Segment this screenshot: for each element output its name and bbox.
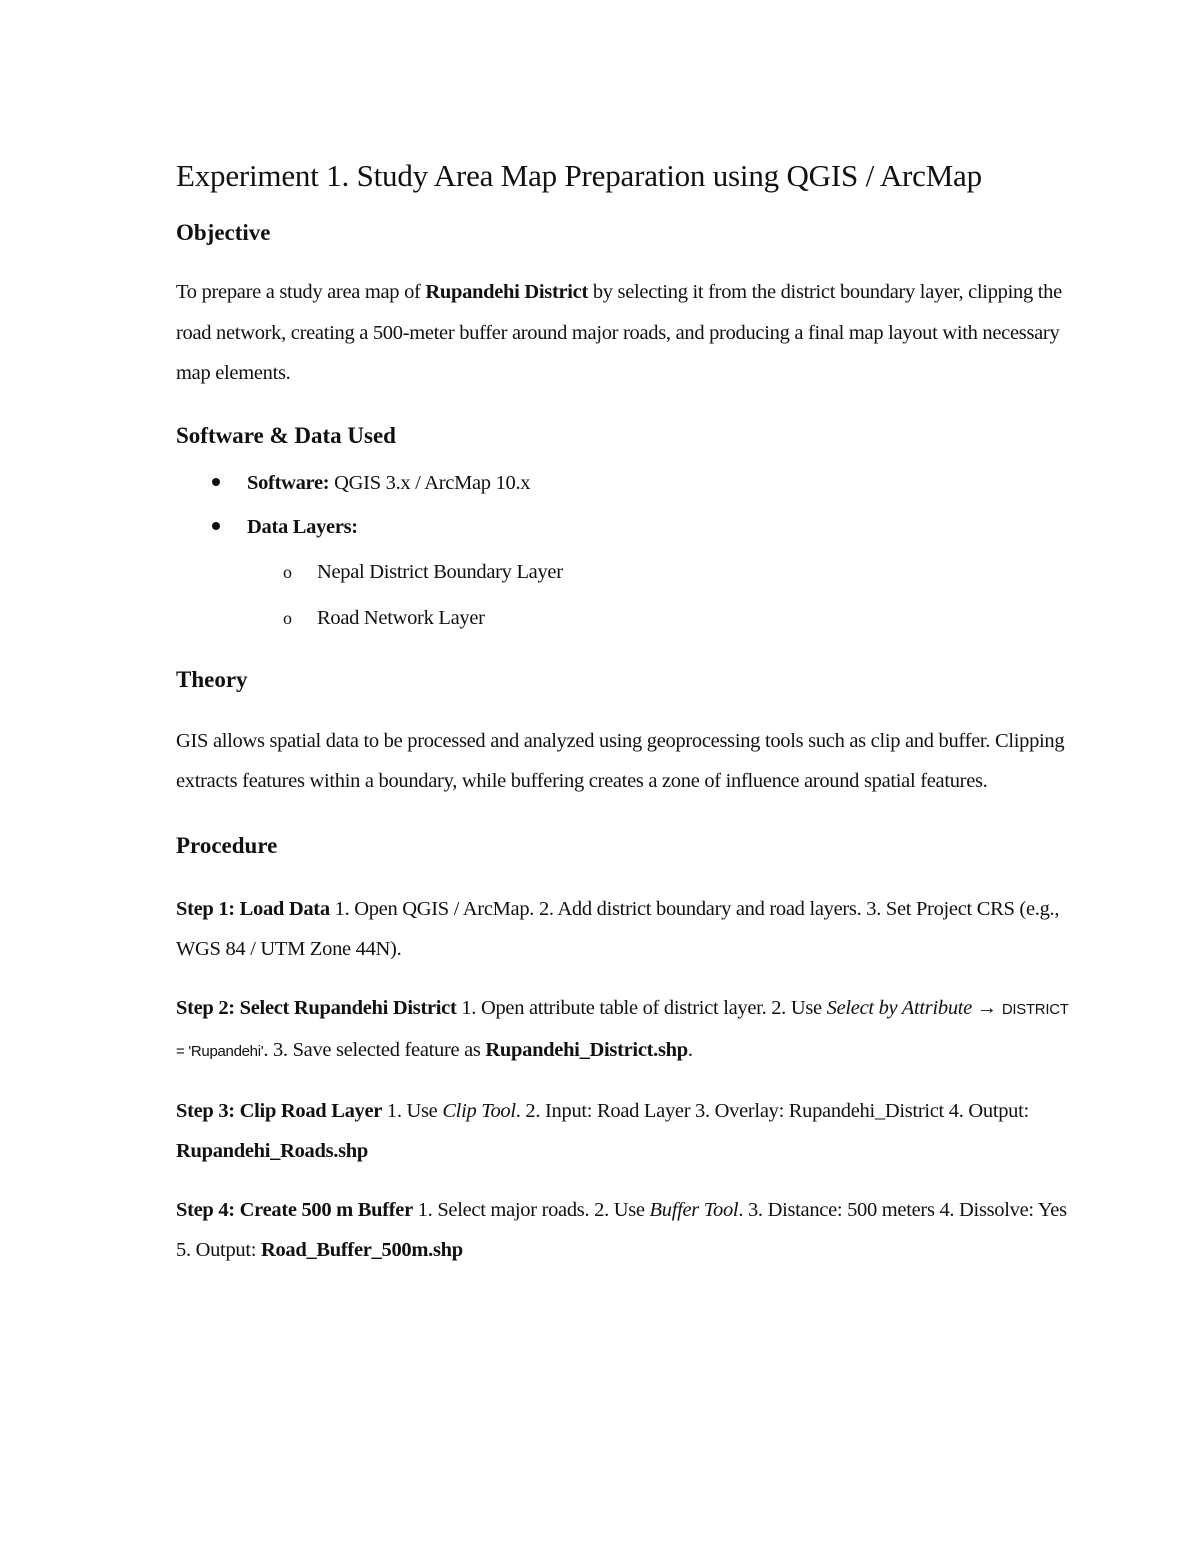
data-layers-list <box>176 549 1076 641</box>
step-1: Step 1: Load Data 1. Open QGIS / ArcMap. 2. Add district boundary and road layers. 3. Set Project CRS (e.g., WGS 84 / UTM Zone 44N). <box>176 897 1060 960</box>
bullet-icon <box>212 522 220 530</box>
step-3: Step 3: Clip Road Layer 1. Use Clip Tool. 2. Input: Road Layer 3. Overlay: Rupandehi_District 4. Output: Rupandehi_Roads.shp <box>176 1099 1029 1162</box>
procedure-heading: Procedure <box>176 832 278 858</box>
step-4: Step 4: Create 500 m Buffer 1. Select major roads. 2. Use Buffer Tool. 3. Distance: 500 meters 4. Dissolve: Yes 5. Output: Road_Buffer_500m.shp <box>176 1198 1067 1261</box>
objective-text: To prepare a study area map of Rupandehi District by selecting it from the district boundary layer, clipping the road network, creating a 500-meter buffer around major roads, and producing a final map layout with necessary map elements. <box>176 281 1062 384</box>
objective-heading: Objective <box>176 220 271 245</box>
software-list <box>176 461 1076 549</box>
step-2: Step 2: Select Rupandehi District 1. Open attribute table of district layer. 2. Use Select by Attribute → DISTRICT = 'Rupandehi'. 3. Save selected feature as Rupandehi_District.shp. <box>176 996 1069 1061</box>
software-heading: Software & Data Used <box>176 422 396 448</box>
circle-bullet-icon: o <box>283 607 292 628</box>
list-item: Data Layers: <box>176 505 1076 549</box>
theory-text: GIS allows spatial data to be processed and analyzed using geoprocessing tools such as clip and buffer. Clipping extracts features within a boundary, while buffering creates a zone of influence around spatial features. <box>176 729 1065 792</box>
bullet-icon <box>212 478 220 486</box>
page-title: Experiment 1. Study Area Map Preparation using QGIS / ArcMap <box>176 158 982 193</box>
theory-heading: Theory <box>176 666 248 692</box>
district-name: Rupandehi District <box>425 281 588 303</box>
list-item: Software: QGIS 3.x / ArcMap 10.x <box>176 461 1076 505</box>
circle-bullet-icon: o <box>283 561 292 582</box>
list-item: o Nepal District Boundary Layer <box>176 549 1076 595</box>
document-page <box>176 150 1076 1270</box>
list-item: o Road Network Layer <box>176 595 1076 641</box>
